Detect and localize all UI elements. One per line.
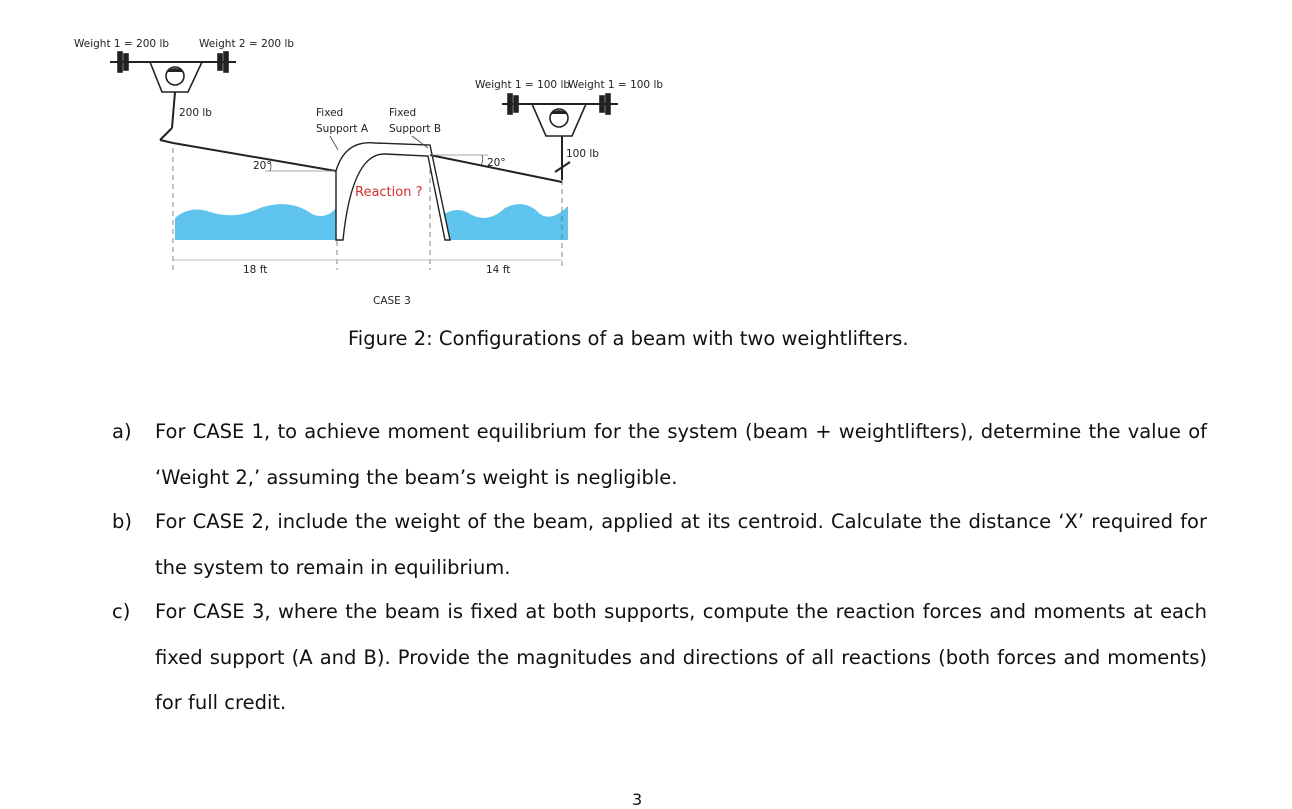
water-left — [175, 204, 336, 240]
question-a — [112, 409, 1207, 500]
question-text: For CASE 2, include the weight of the beam, applied at its centroid. Calculate the distance ‘X’ required for the system to remain in equilibrium. — [155, 510, 1207, 579]
angle-right-label: 20° — [487, 157, 506, 169]
weight2-left-label: Weight 2 = 200 lb — [199, 38, 295, 50]
page-number: 3 — [632, 790, 643, 809]
question-text: For CASE 1, to achieve moment equilibrium for the system (beam + weightlifters), determine the value of ‘Weight 2,’ assuming the beam’s weight is negligible. — [155, 420, 1207, 489]
question-text: For CASE 3, where the beam is fixed at both supports, compute the reaction forces and moments at each fixed support (A and B). Provide the magnitudes and directions of all reactions (both forces and moments) for full credit. — [155, 600, 1207, 714]
figure-caption: Figure 2: Configurations of a beam with two weightlifters. — [348, 327, 909, 350]
case-label: CASE 3 — [373, 295, 411, 307]
water-right — [444, 204, 568, 240]
support-b-label-1: Fixed — [389, 107, 417, 119]
case3-figure — [0, 0, 1292, 330]
dim-right-label: 14 ft — [486, 264, 511, 276]
load-left-label: 200 lb — [179, 107, 212, 119]
support-a-label-2: Support A — [316, 123, 369, 135]
question-c — [112, 589, 1207, 726]
reaction-label: Reaction ? — [355, 185, 423, 200]
left-lifter-leg — [160, 128, 172, 140]
right-weightlifter — [502, 94, 618, 180]
dim-left-label: 18 ft — [243, 264, 268, 276]
angle-left-label: 20° — [253, 160, 272, 172]
support-b-label-2: Support B — [389, 123, 442, 135]
question-marker: c) — [112, 600, 131, 623]
question-marker: a) — [112, 420, 132, 443]
support-a-label-1: Fixed — [316, 107, 344, 119]
load-right-label: 100 lb — [566, 148, 599, 160]
weight1-right-b-label: Weight 1 = 100 lb — [568, 79, 664, 91]
question-marker: b) — [112, 510, 132, 533]
weight1-right-a-label: Weight 1 = 100 lb — [475, 79, 571, 91]
left-weightlifter — [110, 52, 236, 128]
question-b — [112, 499, 1207, 590]
weight1-left-label: Weight 1 = 200 lb — [74, 38, 170, 50]
